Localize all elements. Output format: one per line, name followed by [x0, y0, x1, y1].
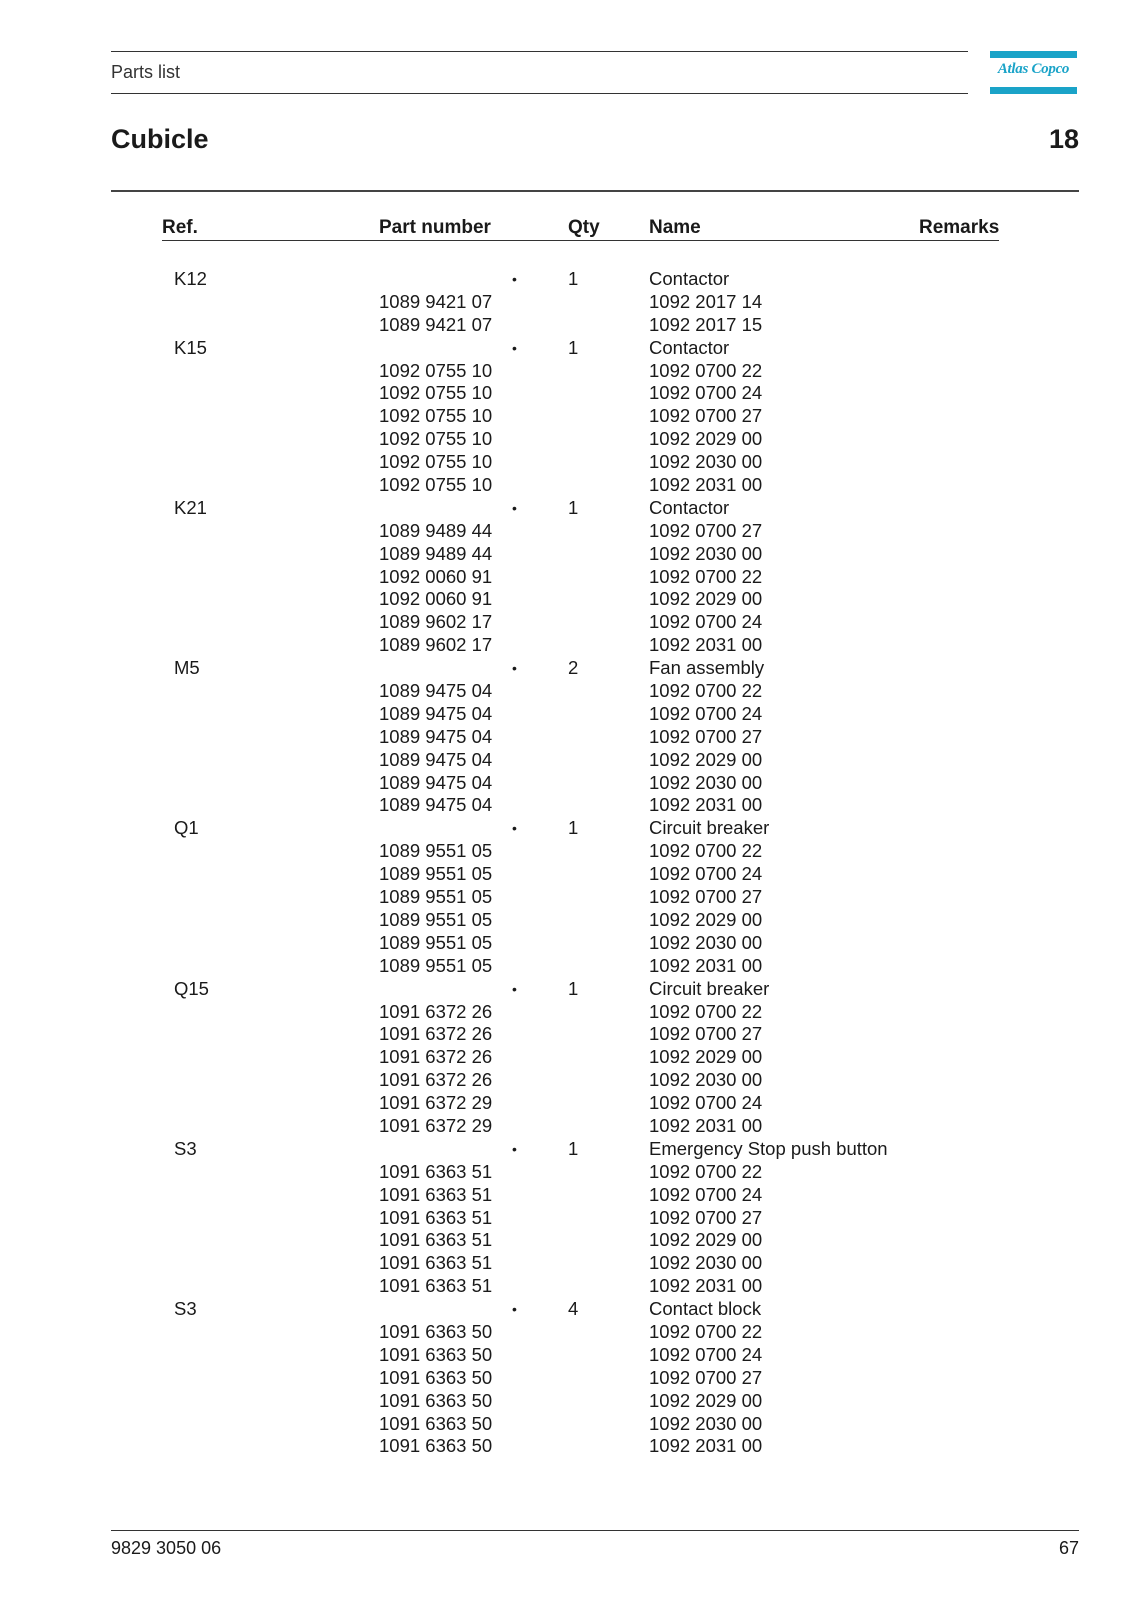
row-part-number: 1089 9489 44: [379, 519, 493, 541]
table-row: [0, 703, 1131, 726]
row-name: 1092 2030 00: [649, 771, 763, 793]
row-name: 1092 2031 00: [649, 1114, 763, 1136]
row-part-number: 1089 9421 07: [379, 313, 493, 335]
atlas-copco-logo: [990, 51, 1077, 94]
row-bullet: •: [512, 499, 517, 516]
row-ref: M5: [174, 657, 200, 679]
row-part-number: 1091 6363 51: [379, 1160, 493, 1182]
table-row: [0, 1413, 1131, 1436]
row-name: 1092 0700 27: [649, 519, 763, 541]
table-row: [0, 1367, 1131, 1390]
section-title: Cubicle: [111, 124, 209, 154]
row-bullet: •: [512, 660, 517, 677]
row-part-number: 1089 9551 05: [379, 886, 493, 908]
row-qty: 1: [568, 977, 579, 999]
row-name: 1092 2029 00: [649, 908, 763, 930]
row-name: 1092 0700 24: [649, 1343, 763, 1365]
row-ref: Q1: [174, 817, 199, 839]
row-name: 1092 2029 00: [649, 1046, 763, 1068]
footer-rule: [111, 1530, 1079, 1531]
row-name: 1092 0700 22: [649, 1160, 763, 1182]
table-row: [0, 428, 1131, 451]
table-row: [0, 1207, 1131, 1230]
row-name: Contactor: [649, 336, 730, 358]
row-part-number: 1089 9551 05: [379, 863, 493, 885]
row-name: 1092 2030 00: [649, 542, 763, 564]
row-bullet: •: [512, 1140, 517, 1157]
row-name: 1092 2029 00: [649, 1229, 763, 1251]
table-row: [0, 772, 1131, 795]
header-bottom-rule: [111, 93, 968, 94]
row-ref: K21: [174, 496, 207, 518]
row-part-number: 1089 9551 05: [379, 954, 493, 976]
row-name: 1092 2017 15: [649, 313, 763, 335]
row-part-number: 1089 9421 07: [379, 290, 493, 312]
col-head-ref: Ref.: [162, 217, 198, 238]
table-row: [0, 1001, 1131, 1024]
table-row: [0, 886, 1131, 909]
table-row: [0, 474, 1131, 497]
table-row: [0, 497, 1131, 520]
row-part-number: 1091 6363 51: [379, 1229, 493, 1251]
row-part-number: 1092 0755 10: [379, 359, 493, 381]
row-name: 1092 2030 00: [649, 1069, 763, 1091]
row-qty: 2: [568, 657, 579, 679]
row-name: 1092 2029 00: [649, 428, 763, 450]
table-row: [0, 1390, 1131, 1413]
row-part-number: 1091 6372 26: [379, 1046, 493, 1068]
row-part-number: 1092 0755 10: [379, 382, 493, 404]
row-part-number: 1089 9602 17: [379, 611, 493, 633]
row-name: Contact block: [649, 1298, 762, 1320]
table-row: [0, 360, 1131, 383]
table-row: [0, 520, 1131, 543]
table-row: [0, 909, 1131, 932]
row-name: 1092 2030 00: [649, 1252, 763, 1274]
row-qty: 1: [568, 336, 579, 358]
row-bullet: •: [512, 980, 517, 997]
row-qty: 1: [568, 268, 579, 289]
row-name: 1092 2031 00: [649, 1435, 763, 1457]
row-part-number: 1091 6363 50: [379, 1435, 493, 1457]
table-row: [0, 817, 1131, 840]
row-part-number: 1091 6372 26: [379, 1069, 493, 1091]
row-part-number: 1092 0755 10: [379, 451, 493, 473]
row-part-number: 1091 6363 50: [379, 1389, 493, 1411]
row-name: 1092 0700 24: [649, 611, 763, 633]
table-row: [0, 337, 1131, 360]
row-ref: K12: [174, 268, 207, 289]
row-name: 1092 0700 24: [649, 1183, 763, 1205]
table-row: [0, 1138, 1131, 1161]
parts-table: [0, 268, 1131, 1458]
row-part-number: 1091 6363 50: [379, 1366, 493, 1388]
row-name: 1092 0700 22: [649, 840, 763, 862]
row-part-number: 1089 9475 04: [379, 702, 493, 724]
col-head-qty: Qty: [568, 217, 600, 238]
section-number: 18: [1048, 124, 1079, 154]
row-name: 1092 0700 27: [649, 1023, 763, 1045]
row-bullet: •: [512, 339, 517, 356]
table-row: [0, 978, 1131, 1001]
row-name: 1092 0700 27: [649, 725, 763, 747]
table-row: [0, 863, 1131, 886]
row-part-number: 1091 6363 51: [379, 1206, 493, 1228]
table-row: [0, 566, 1131, 589]
section-rule: [111, 190, 1079, 192]
row-name: 1092 0700 22: [649, 680, 763, 702]
table-row: [0, 749, 1131, 772]
row-name: 1092 0700 27: [649, 886, 763, 908]
row-part-number: 1091 6363 50: [379, 1343, 493, 1365]
row-ref: S3: [174, 1298, 197, 1320]
table-row: [0, 451, 1131, 474]
row-part-number: 1089 9475 04: [379, 748, 493, 770]
table-row: [0, 794, 1131, 817]
row-part-number: 1091 6372 26: [379, 1000, 493, 1022]
col-head-name: Name: [649, 217, 701, 238]
row-name: Emergency Stop push button: [649, 1137, 888, 1159]
row-name: Contactor: [649, 268, 730, 289]
row-ref: S3: [174, 1137, 197, 1159]
footer-page-number: 67: [1058, 1538, 1079, 1558]
row-name: Fan assembly: [649, 657, 765, 679]
table-row: [0, 932, 1131, 955]
row-qty: 1: [568, 496, 579, 518]
row-part-number: 1091 6372 26: [379, 1023, 493, 1045]
table-row: [0, 1184, 1131, 1207]
row-part-number: 1091 6363 50: [379, 1320, 493, 1342]
header-title: Parts list: [111, 62, 181, 82]
table-row: [0, 726, 1131, 749]
row-part-number: 1089 9475 04: [379, 794, 493, 816]
col-head-part-number: Part number: [379, 217, 491, 238]
row-name: 1092 2030 00: [649, 1412, 763, 1434]
table-row: [0, 1092, 1131, 1115]
row-name: 1092 0700 27: [649, 405, 763, 427]
row-name: 1092 2029 00: [649, 1389, 763, 1411]
row-part-number: 1091 6363 51: [379, 1183, 493, 1205]
row-part-number: 1092 0060 91: [379, 588, 493, 610]
table-row: [0, 1023, 1131, 1046]
table-row: [0, 1229, 1131, 1252]
table-row: [0, 1344, 1131, 1367]
logo-text: Atlas Copco: [997, 61, 1070, 77]
row-bullet: •: [512, 820, 517, 837]
table-row: [0, 1275, 1131, 1298]
row-ref: K15: [174, 336, 207, 358]
table-row: [0, 291, 1131, 314]
row-name: 1092 0700 27: [649, 1206, 763, 1228]
footer-doc-number: 9829 3050 06: [111, 1538, 222, 1558]
row-name: 1092 2031 00: [649, 794, 763, 816]
table-row: [0, 1115, 1131, 1138]
row-name: 1092 0700 24: [649, 1092, 763, 1114]
row-part-number: 1089 9551 05: [379, 908, 493, 930]
row-name: 1092 2017 14: [649, 290, 763, 312]
row-part-number: 1091 6363 51: [379, 1252, 493, 1274]
row-part-number: 1091 6372 29: [379, 1092, 493, 1114]
row-name: 1092 0700 22: [649, 1320, 763, 1342]
row-part-number: 1092 0755 10: [379, 428, 493, 450]
table-row: [0, 268, 1131, 291]
row-name: 1092 2030 00: [649, 931, 763, 953]
table-row: [0, 680, 1131, 703]
row-name: Contactor: [649, 496, 730, 518]
row-name: 1092 2031 00: [649, 474, 763, 496]
row-name: 1092 0700 24: [649, 702, 763, 724]
table-row: [0, 1069, 1131, 1092]
table-row: [0, 657, 1131, 680]
table-row: [0, 1298, 1131, 1321]
table-row: [0, 1252, 1131, 1275]
column-header-rule: [162, 240, 999, 241]
row-part-number: 1089 9489 44: [379, 542, 493, 564]
table-row: [0, 382, 1131, 405]
table-row: [0, 1046, 1131, 1069]
row-qty: 1: [568, 1137, 579, 1159]
row-name: 1092 0700 22: [649, 1000, 763, 1022]
table-row: [0, 1321, 1131, 1344]
row-part-number: 1092 0060 91: [379, 565, 493, 587]
table-row: [0, 611, 1131, 634]
row-part-number: 1091 6363 50: [379, 1412, 493, 1434]
header-top-rule: [111, 51, 968, 52]
row-qty: 1: [568, 817, 579, 839]
row-part-number: 1091 6363 51: [379, 1275, 493, 1297]
row-name: 1092 2031 00: [649, 954, 763, 976]
row-bullet: •: [512, 271, 517, 287]
row-name: 1092 0700 22: [649, 565, 763, 587]
row-part-number: 1089 9551 05: [379, 931, 493, 953]
table-row: [0, 588, 1131, 611]
row-part-number: 1089 9551 05: [379, 840, 493, 862]
table-row: [0, 314, 1131, 337]
row-qty: 4: [568, 1298, 579, 1320]
row-name: 1092 2031 00: [649, 1275, 763, 1297]
row-part-number: 1089 9475 04: [379, 771, 493, 793]
row-name: 1092 2029 00: [649, 588, 763, 610]
row-part-number: 1089 9475 04: [379, 680, 493, 702]
row-part-number: 1089 9475 04: [379, 725, 493, 747]
col-head-remarks: Remarks: [919, 217, 1000, 238]
row-name: 1092 0700 24: [649, 863, 763, 885]
row-name: 1092 2031 00: [649, 634, 763, 656]
table-row: [0, 1435, 1131, 1458]
row-part-number: 1092 0755 10: [379, 474, 493, 496]
row-name: 1092 2030 00: [649, 451, 763, 473]
row-part-number: 1091 6372 29: [379, 1114, 493, 1136]
table-row: [0, 1161, 1131, 1184]
row-part-number: 1089 9602 17: [379, 634, 493, 656]
table-row: [0, 405, 1131, 428]
row-ref: Q15: [174, 977, 209, 999]
row-bullet: •: [512, 1301, 517, 1318]
row-part-number: 1092 0755 10: [379, 405, 493, 427]
row-name: Circuit breaker: [649, 817, 770, 839]
row-name: 1092 0700 22: [649, 359, 763, 381]
table-row: [0, 543, 1131, 566]
table-row: [0, 634, 1131, 657]
row-name: Circuit breaker: [649, 977, 770, 999]
table-row: [0, 955, 1131, 978]
table-row: [0, 840, 1131, 863]
row-name: 1092 0700 27: [649, 1366, 763, 1388]
row-name: 1092 2029 00: [649, 748, 763, 770]
row-name: 1092 0700 24: [649, 382, 763, 404]
